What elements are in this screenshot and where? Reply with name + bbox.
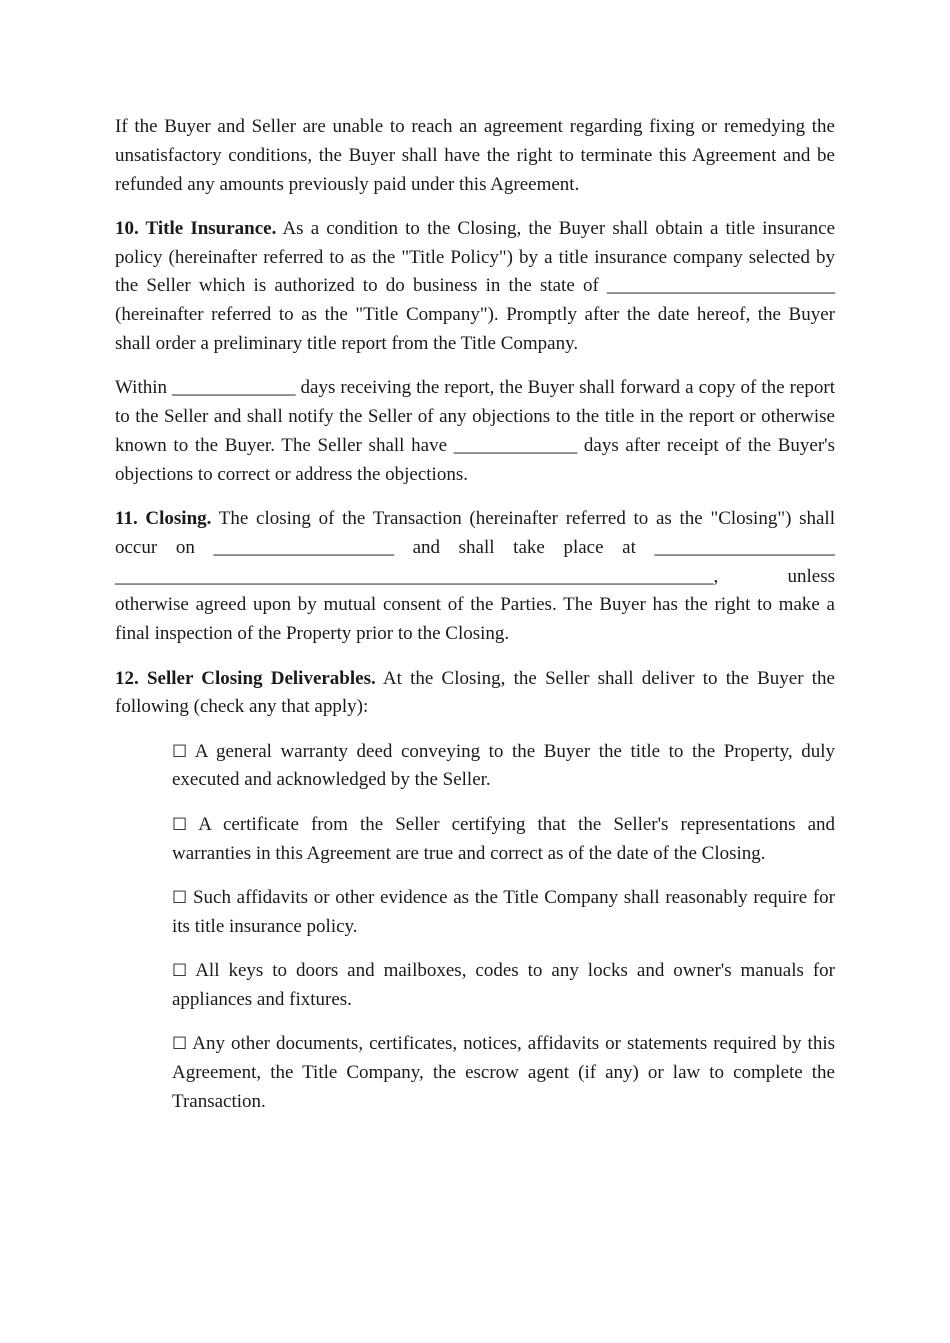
deliverable-item: [172, 738, 835, 796]
section-10-text: As a condition to the Closing, the Buyer shall obtain a title insurance policy (hereinafter referred to as the "Title Policy") by a title insurance company selected by the Seller which is authorized to do business in the state of ________________________ (hereinafter referred to as the "Title Company"). Promptly after the date hereof, the Buyer shall order a preliminary title report from the Title Company.: [115, 217, 836, 355]
section-10-title-insurance: [115, 215, 835, 359]
section-12-seller-deliverables: [115, 665, 835, 723]
section-11-heading: 11. Closing.: [115, 508, 212, 530]
document-page: [115, 113, 835, 1132]
deliverable-item: [172, 884, 835, 942]
section-12-text: At the Closing, the Seller shall deliver to the Buyer the following (check any that apply):: [115, 667, 835, 718]
deliverable-item: [172, 1030, 835, 1116]
checkbox-icon[interactable]: ☐: [172, 1034, 188, 1055]
deliverable-item-text: A certificate from the Seller certifying that the Seller's representations and warranties in this Agreement are true and correct as of the date of the Closing.: [172, 813, 836, 864]
checkbox-icon[interactable]: ☐: [172, 960, 188, 981]
section-12-heading: 12. Seller Closing Deliverables.: [115, 667, 376, 689]
intro-paragraph: If the Buyer and Seller are unable to reach an agreement regarding fixing or remedying the unsatisfactory conditions, the Buyer shall have the right to terminate this Agreement and be refunded any amounts previously paid under this Agreement.: [115, 116, 835, 195]
section-10-objections-paragraph: Within _____________ days receiving the report, the Buyer shall forward a copy of the report to the Seller and shall notify the Seller of any objections to the title in the report or otherwise known to the Buyer. The Seller shall have _____________ days after receipt of the Buyer's objections to correct or address the objections.: [115, 377, 835, 485]
section-10-heading: 10. Title Insurance.: [115, 217, 277, 239]
checkbox-icon[interactable]: ☐: [172, 814, 188, 835]
deliverable-item-text: All keys to doors and mailboxes, codes to any locks and owner's manuals for appliances and fixtures.: [172, 959, 836, 1010]
section-11-text: The closing of the Transaction (hereinafter referred to as the "Closing") shall occur on ___________________ and shall take place at ___________________ _______________________________________________________________, unless otherwise agreed upon by mutual consent of the Parties. The Buyer has the right to make a final inspection of the Property prior to the Closing.: [115, 508, 835, 645]
deliverable-item: [172, 957, 835, 1015]
deliverable-item-text: A general warranty deed conveying to the Buyer the title to the Property, duly executed and acknowledged by the Seller.: [172, 740, 836, 791]
deliverable-item-text: Such affidavits or other evidence as the Title Company shall reasonably require for its title insurance policy.: [172, 886, 836, 937]
section-11-closing: [115, 505, 835, 649]
deliverable-item: [172, 811, 835, 869]
deliverable-item-text: Any other documents, certificates, notices, affidavits or statements required by this Agreement, the Title Company, the escrow agent (if any) or law to complete the Transaction.: [172, 1033, 835, 1112]
checkbox-icon[interactable]: ☐: [172, 741, 188, 762]
checkbox-icon[interactable]: ☐: [172, 887, 188, 908]
